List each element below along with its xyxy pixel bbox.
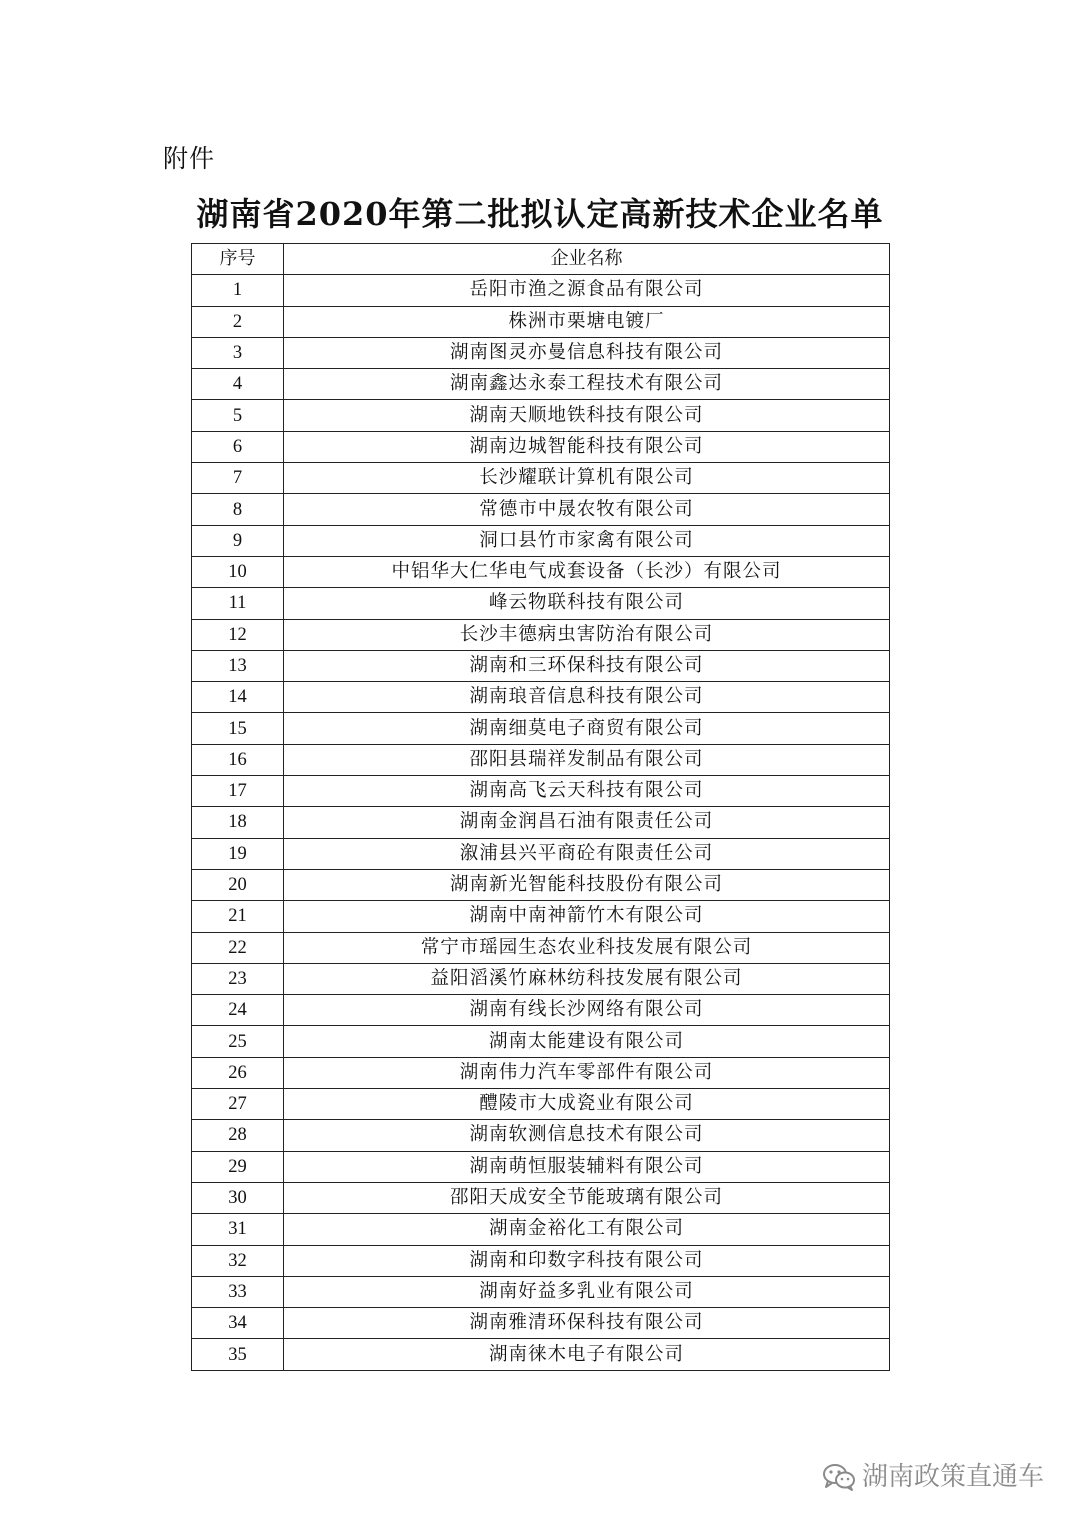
table-row xyxy=(192,1182,890,1213)
company-name-cell: 湖南鑫达永泰工程技术有限公司 xyxy=(284,369,890,400)
company-name-cell: 长沙丰德病虫害防治有限公司 xyxy=(284,619,890,650)
serial-number-cell: 30 xyxy=(192,1182,284,1213)
company-name-cell: 邵阳县瑞祥发制品有限公司 xyxy=(284,744,890,775)
table-row xyxy=(192,1308,890,1339)
company-name-cell: 常宁市瑶园生态农业科技发展有限公司 xyxy=(284,932,890,963)
table-row xyxy=(192,807,890,838)
company-name-cell: 湖南徕木电子有限公司 xyxy=(284,1339,890,1370)
serial-number-cell: 9 xyxy=(192,525,284,556)
table-row xyxy=(192,901,890,932)
serial-number-cell: 22 xyxy=(192,932,284,963)
company-name-cell: 湖南好益多乳业有限公司 xyxy=(284,1276,890,1307)
attachment-label: 附件 xyxy=(163,144,216,173)
serial-number-cell: 21 xyxy=(192,901,284,932)
company-name-cell: 湖南有线长沙网络有限公司 xyxy=(284,995,890,1026)
company-name-cell: 湖南细莫电子商贸有限公司 xyxy=(284,713,890,744)
table-row xyxy=(192,619,890,650)
serial-number-cell: 4 xyxy=(192,369,284,400)
table-row xyxy=(192,369,890,400)
serial-number-cell: 35 xyxy=(192,1339,284,1370)
table-row xyxy=(192,869,890,900)
company-name-cell: 湖南高飞云天科技有限公司 xyxy=(284,776,890,807)
table-row xyxy=(192,1214,890,1245)
table-body xyxy=(192,275,890,1370)
company-name-cell: 湖南金裕化工有限公司 xyxy=(284,1214,890,1245)
table-row xyxy=(192,400,890,431)
company-name-cell: 湖南琅音信息科技有限公司 xyxy=(284,682,890,713)
table-row xyxy=(192,431,890,462)
serial-number-cell: 31 xyxy=(192,1214,284,1245)
serial-number-cell: 16 xyxy=(192,744,284,775)
serial-number-cell: 5 xyxy=(192,400,284,431)
table-row xyxy=(192,494,890,525)
table-row xyxy=(192,1026,890,1057)
company-name-cell: 湖南天顺地铁科技有限公司 xyxy=(284,400,890,431)
table-header-row xyxy=(192,244,890,275)
serial-number-cell: 8 xyxy=(192,494,284,525)
table-row xyxy=(192,1057,890,1088)
table-row xyxy=(192,1245,890,1276)
header-serial-number: 序号 xyxy=(192,244,284,275)
company-name-cell: 湖南图灵亦曼信息科技有限公司 xyxy=(284,337,890,368)
company-name-cell: 湖南新光智能科技股份有限公司 xyxy=(284,869,890,900)
serial-number-cell: 10 xyxy=(192,556,284,587)
company-name-cell: 湖南边城智能科技有限公司 xyxy=(284,431,890,462)
serial-number-cell: 26 xyxy=(192,1057,284,1088)
table-row xyxy=(192,306,890,337)
table-row xyxy=(192,963,890,994)
company-name-cell: 湖南金润昌石油有限责任公司 xyxy=(284,807,890,838)
watermark xyxy=(822,1460,1044,1494)
table-row xyxy=(192,1276,890,1307)
serial-number-cell: 28 xyxy=(192,1120,284,1151)
company-name-cell: 中铝华大仁华电气成套设备（长沙）有限公司 xyxy=(284,556,890,587)
wechat-icon xyxy=(822,1462,856,1492)
company-name-cell: 湖南萌恒服装辅料有限公司 xyxy=(284,1151,890,1182)
table-row xyxy=(192,713,890,744)
watermark-text: 湖南政策直通车 xyxy=(861,1462,1044,1492)
serial-number-cell: 1 xyxy=(192,275,284,306)
table-row xyxy=(192,932,890,963)
table-row xyxy=(192,744,890,775)
serial-number-cell: 29 xyxy=(192,1151,284,1182)
table-row xyxy=(192,776,890,807)
serial-number-cell: 23 xyxy=(192,963,284,994)
company-name-cell: 醴陵市大成瓷业有限公司 xyxy=(284,1089,890,1120)
serial-number-cell: 11 xyxy=(192,588,284,619)
company-name-cell: 湖南雅清环保科技有限公司 xyxy=(284,1308,890,1339)
document-title: 湖南省2020年第二批拟认定高新技术企业名单 xyxy=(196,195,884,233)
table-row xyxy=(192,588,890,619)
table-row xyxy=(192,525,890,556)
company-name-cell: 常德市中晟农牧有限公司 xyxy=(284,494,890,525)
serial-number-cell: 20 xyxy=(192,869,284,900)
serial-number-cell: 15 xyxy=(192,713,284,744)
company-name-cell: 邵阳天成安全节能玻璃有限公司 xyxy=(284,1182,890,1213)
serial-number-cell: 7 xyxy=(192,463,284,494)
serial-number-cell: 24 xyxy=(192,995,284,1026)
serial-number-cell: 33 xyxy=(192,1276,284,1307)
company-name-cell: 湖南中南神箭竹木有限公司 xyxy=(284,901,890,932)
company-name-cell: 湖南和三环保科技有限公司 xyxy=(284,650,890,681)
company-name-cell: 湖南太能建设有限公司 xyxy=(284,1026,890,1057)
company-name-cell: 长沙耀联计算机有限公司 xyxy=(284,463,890,494)
company-name-cell: 岳阳市渔之源食品有限公司 xyxy=(284,275,890,306)
company-name-cell: 湖南软测信息技术有限公司 xyxy=(284,1120,890,1151)
serial-number-cell: 6 xyxy=(192,431,284,462)
table-row xyxy=(192,1120,890,1151)
serial-number-cell: 18 xyxy=(192,807,284,838)
company-name-cell: 湖南伟力汽车零部件有限公司 xyxy=(284,1057,890,1088)
serial-number-cell: 17 xyxy=(192,776,284,807)
serial-number-cell: 12 xyxy=(192,619,284,650)
table-row xyxy=(192,995,890,1026)
table-row xyxy=(192,1339,890,1370)
company-name-cell: 益阳滔溪竹麻林纺科技发展有限公司 xyxy=(284,963,890,994)
header-company-name: 企业名称 xyxy=(284,244,890,275)
serial-number-cell: 25 xyxy=(192,1026,284,1057)
company-name-cell: 溆浦县兴平商砼有限责任公司 xyxy=(284,838,890,869)
table-row xyxy=(192,337,890,368)
table-row xyxy=(192,275,890,306)
table-row xyxy=(192,838,890,869)
serial-number-cell: 3 xyxy=(192,337,284,368)
table-row xyxy=(192,556,890,587)
company-name-cell: 峰云物联科技有限公司 xyxy=(284,588,890,619)
serial-number-cell: 14 xyxy=(192,682,284,713)
company-name-cell: 洞口县竹市家禽有限公司 xyxy=(284,525,890,556)
company-name-cell: 株洲市栗塘电镀厂 xyxy=(284,306,890,337)
table-row xyxy=(192,1151,890,1182)
table-row xyxy=(192,650,890,681)
company-name-cell: 湖南和印数字科技有限公司 xyxy=(284,1245,890,1276)
serial-number-cell: 13 xyxy=(192,650,284,681)
company-table xyxy=(191,243,890,1371)
table-row xyxy=(192,463,890,494)
serial-number-cell: 34 xyxy=(192,1308,284,1339)
table-row xyxy=(192,1089,890,1120)
serial-number-cell: 27 xyxy=(192,1089,284,1120)
table-row xyxy=(192,682,890,713)
serial-number-cell: 19 xyxy=(192,838,284,869)
serial-number-cell: 2 xyxy=(192,306,284,337)
serial-number-cell: 32 xyxy=(192,1245,284,1276)
